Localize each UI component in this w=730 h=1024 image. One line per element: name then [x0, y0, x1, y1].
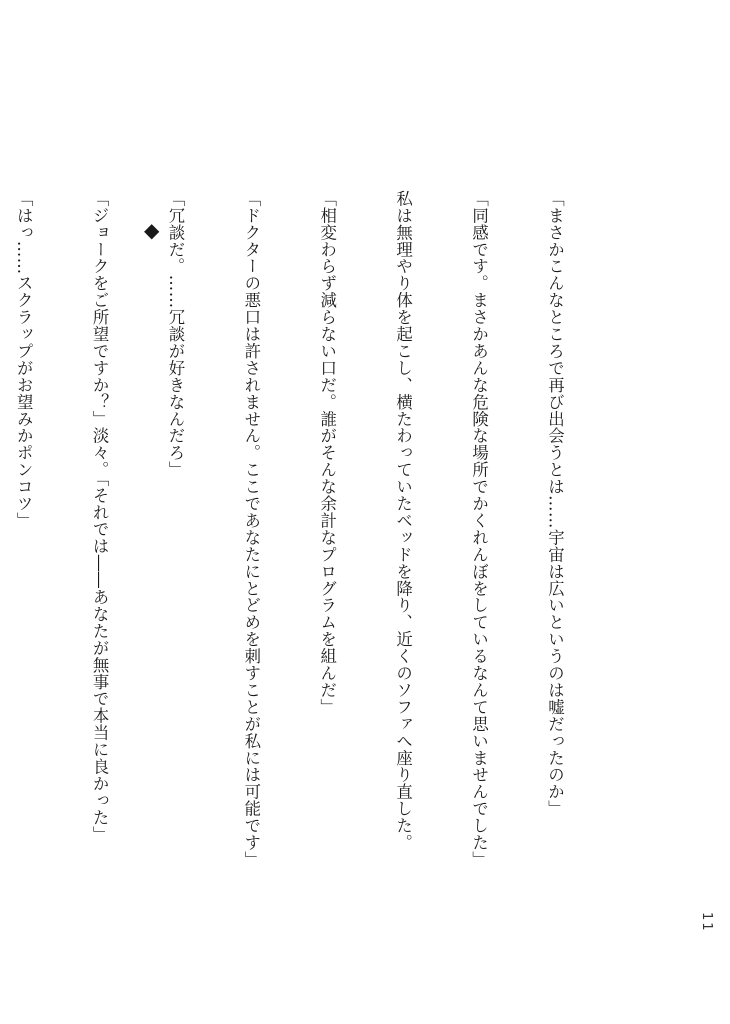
page-number: 11 [699, 912, 714, 933]
vertical-text-body [14, 190, 618, 870]
text-line: 「はっ……スクラップがお望みかポンコツ」 [14, 190, 34, 529]
text-line: 「ジョークをご所望ですか？」淡々。「それでは――あなたが無事で本当に良かった」 [90, 190, 110, 843]
text-line: 「ドクターの悪口は許されません。ここであなたにとどめを刺すことが私には可能です」 [241, 190, 261, 868]
section-diamond-mark: ◆ [144, 218, 160, 242]
text-line: 「冗談だ。……冗談が好きなんだろ」 [165, 190, 185, 479]
text-line: 「相変わらず減らない口だ。誰がそんな余計なプログラムを組んだ」 [317, 190, 337, 716]
text-line: 「同感です。まさかあんな危険な場所でかくれんぼをしているなんて思いませんでした」 [469, 190, 489, 868]
text-line: 「まさかこんなところで再び出会うとは……宇宙は広いというのは嘘だったのか」 [545, 190, 565, 818]
text-line: 私は無理やり体を起こし、横たわっていたベッドを降り、近くのソファへ座り直した。 [393, 190, 413, 852]
